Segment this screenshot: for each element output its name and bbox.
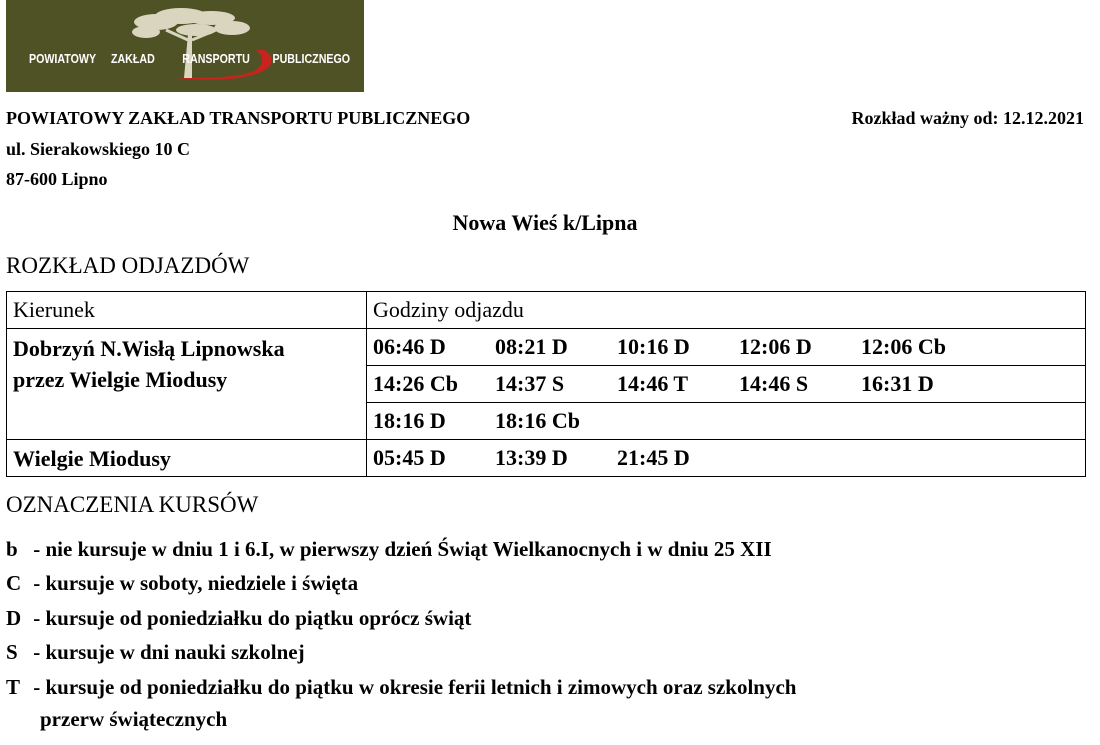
legend-title: OZNACZENIA KURSÓW [6, 492, 259, 517]
legend-item [6, 640, 305, 665]
legend-text: - kursuje w soboty, niedziele i święta [33, 571, 359, 595]
departure-time: 14:46 T [617, 371, 689, 396]
legend-code: D [6, 606, 22, 630]
legend-item [6, 675, 796, 700]
departure-time: 14:37 S [495, 371, 565, 396]
stop-name: Nowa Wieś k/Lipna [452, 210, 638, 235]
company-logo [6, 0, 364, 92]
times-cell [367, 329, 1086, 366]
departure-time: 05:45 D [373, 445, 446, 470]
column-header-times: Godziny odjazdu [367, 292, 1086, 329]
column-header-direction: Kierunek [7, 292, 367, 329]
legend-text: - kursuje od poniedziałku do piątku w okresie ferii letnich i zimowych oraz szkolnych [33, 675, 797, 699]
legend-code: T [6, 675, 21, 699]
departure-time: 21:45 D [617, 445, 690, 470]
direction-via: przez Wielgie Miodusy [13, 367, 228, 392]
departure-time: 12:06 Cb [861, 334, 946, 359]
legend-item-continuation [40, 707, 227, 732]
direction-cell [7, 329, 367, 440]
legend-item [6, 537, 772, 562]
direction-name: Dobrzyń N.Wisłą Lipnowska [13, 336, 285, 361]
schedule-title: ROZKŁAD ODJAZDÓW [6, 253, 250, 278]
company-street: ul. Sierakowskiego 10 C [6, 139, 191, 159]
logo-word: ZAKŁAD [110, 51, 155, 66]
legend-code: C [6, 571, 22, 595]
departure-time: 08:21 D [495, 334, 568, 359]
departure-time: 12:06 D [739, 334, 812, 359]
times-cell [367, 366, 1086, 403]
legend-text: - kursuje w dni nauki szkolnej [33, 640, 305, 664]
departure-time: 10:16 D [617, 334, 690, 359]
departure-time: 18:16 Cb [495, 408, 580, 433]
table-row [7, 329, 1086, 366]
table-row [7, 440, 1086, 477]
timetable [6, 291, 1086, 477]
validity-date: Rozkład ważny od: 12.12.2021 [851, 108, 1084, 128]
direction-name: Wielgie Miodusy [13, 445, 171, 471]
legend-item [6, 606, 471, 631]
departure-time: 16:31 D [861, 371, 934, 396]
table-header-row [7, 292, 1086, 329]
legend-code: S [6, 640, 18, 664]
legend-text: przerw świątecznych [40, 707, 228, 731]
departure-time: 14:46 S [739, 371, 809, 396]
company-name: POWIATOWY ZAKŁAD TRANSPORTU PUBLICZNEGO [6, 108, 471, 128]
times-cell [367, 403, 1086, 440]
departure-time: 13:39 D [495, 445, 568, 470]
legend-item [6, 571, 358, 596]
departure-time: 14:26 Cb [373, 371, 458, 396]
times-cell [367, 440, 1086, 477]
tree-logo-icon [6, 0, 364, 92]
logo-word: RANSPORTU [182, 51, 250, 66]
direction-cell [7, 440, 367, 477]
legend-text: - nie kursuje w dniu 1 i 6.I, w pierwszy dzień Świąt Wielkanocnych i w dniu 25 XII [33, 537, 772, 561]
logo-text [6, 51, 351, 71]
legend-code: b [6, 537, 18, 561]
logo-word: PUBLICZNEGO [272, 51, 351, 66]
departure-time: 06:46 D [373, 334, 446, 359]
departure-time: 18:16 D [373, 408, 446, 433]
legend-text: - kursuje od poniedziałku do piątku oprócz świąt [33, 606, 472, 630]
company-city: 87-600 Lipno [6, 169, 108, 189]
logo-word: POWIATOWY [28, 51, 97, 66]
